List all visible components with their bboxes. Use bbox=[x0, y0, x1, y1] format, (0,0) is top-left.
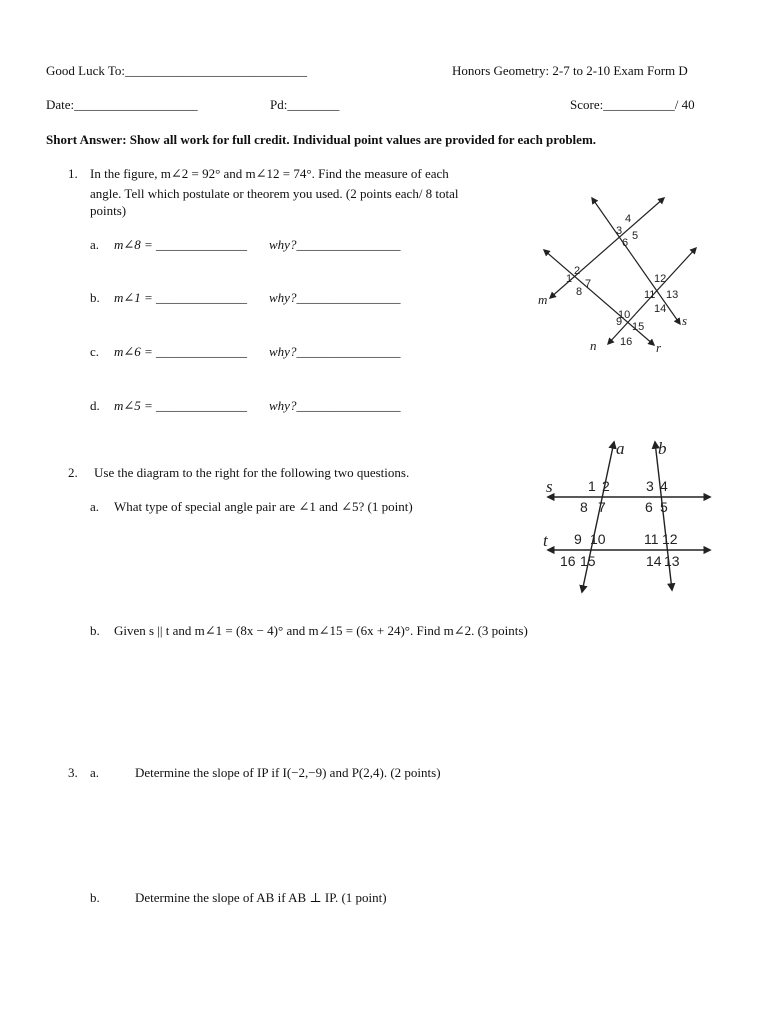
angle-label: 3 bbox=[646, 478, 654, 494]
q1b-letter: b. bbox=[90, 290, 100, 305]
line-s bbox=[592, 198, 680, 324]
date-field[interactable]: Date:___________________ bbox=[46, 97, 198, 112]
q3b-text: Determine the slope of AB if AB ⊥ IP. (1 point) bbox=[135, 890, 387, 905]
angle-label: 14 bbox=[654, 303, 667, 315]
angle-label: 14 bbox=[646, 553, 662, 569]
q1-figure bbox=[530, 190, 720, 360]
angle-label: 6 bbox=[622, 237, 629, 249]
angle-label: 9 bbox=[616, 316, 623, 328]
angle-label: 5 bbox=[660, 499, 668, 515]
angle-label: 4 bbox=[625, 213, 632, 225]
angle-label: 1 bbox=[588, 478, 596, 494]
angle-label: 5 bbox=[632, 230, 639, 242]
angle-label: 12 bbox=[662, 531, 678, 547]
angle-label: 3 bbox=[616, 225, 623, 237]
score-field[interactable]: Score:___________/ 40 bbox=[570, 97, 695, 112]
q1c-answer[interactable]: m∠6 = ______________ bbox=[114, 344, 248, 359]
angle-label: 2 bbox=[602, 478, 610, 494]
angle-label: 1 bbox=[566, 273, 573, 285]
angle-label: 15 bbox=[632, 321, 645, 333]
angle-label: 2 bbox=[574, 265, 581, 277]
q1c-why[interactable]: why?________________ bbox=[269, 344, 401, 359]
q1-text-line1: In the figure, m∠2 = 92° and m∠12 = 74°. Find the measure of each bbox=[90, 166, 449, 181]
line-a bbox=[582, 442, 614, 592]
q1-text-line2: angle. Tell which postulate or theorem you used. (2 points each/ 8 total bbox=[90, 186, 459, 201]
q1c-letter: c. bbox=[90, 344, 100, 359]
instructions: Short Answer: Show all work for full credit. Individual point values are provided for each problem. bbox=[46, 132, 597, 147]
angle-label: 16 bbox=[620, 336, 633, 348]
angle-label: 10 bbox=[618, 309, 631, 321]
line-label-s: s bbox=[546, 477, 553, 496]
line-label-a: a bbox=[616, 439, 625, 458]
q2-intro: Use the diagram to the right for the following two questions. bbox=[94, 465, 410, 480]
student-name-field[interactable]: Good Luck To:____________________________ bbox=[46, 63, 308, 78]
angle-label: 8 bbox=[576, 286, 583, 298]
line-label-s: s bbox=[682, 313, 688, 328]
angle-label: 4 bbox=[660, 478, 668, 494]
line-label-r: r bbox=[656, 340, 662, 355]
q2a-text: What type of special angle pair are ∠1 and ∠5? (1 point) bbox=[114, 499, 413, 514]
angle-label: 12 bbox=[654, 273, 667, 285]
q1b-why[interactable]: why?________________ bbox=[269, 290, 401, 305]
angle-label: 15 bbox=[580, 553, 596, 569]
angle-label: 16 bbox=[560, 553, 576, 569]
q1a-why[interactable]: why?________________ bbox=[269, 237, 401, 252]
angle-label: 10 bbox=[590, 531, 606, 547]
q1a-letter: a. bbox=[90, 237, 100, 252]
q3b-letter: b. bbox=[90, 890, 100, 905]
q1d-answer[interactable]: m∠5 = ______________ bbox=[114, 398, 248, 413]
line-label-n: n bbox=[590, 338, 597, 353]
q2-number: 2. bbox=[68, 465, 78, 480]
angle-label: 9 bbox=[574, 531, 582, 547]
q1b-answer[interactable]: m∠1 = ______________ bbox=[114, 290, 248, 305]
line-label-b: b bbox=[658, 439, 667, 458]
angle-label: 11 bbox=[644, 289, 656, 301]
q2b-text: Given s || t and m∠1 = (8x − 4)° and m∠15 = (6x + 24)°. Find m∠2. (3 points) bbox=[114, 623, 528, 638]
q1a-answer[interactable]: m∠8 = ______________ bbox=[114, 237, 248, 252]
angle-label: 13 bbox=[666, 289, 679, 301]
q2a-letter: a. bbox=[90, 499, 100, 514]
angle-label: 11 bbox=[644, 531, 659, 547]
q2b-letter: b. bbox=[90, 623, 100, 638]
q1-text-line3: points) bbox=[90, 203, 127, 218]
q1-number: 1. bbox=[68, 166, 78, 181]
exam-title: Honors Geometry: 2-7 to 2-10 Exam Form D bbox=[452, 63, 688, 78]
q3a-text: Determine the slope of IP if I(−2,−9) and P(2,4). (2 points) bbox=[135, 765, 441, 780]
angle-label: 6 bbox=[645, 499, 653, 515]
angle-label: 8 bbox=[580, 499, 588, 515]
q3-number: 3. bbox=[68, 765, 78, 780]
angle-label: 7 bbox=[598, 499, 606, 515]
line-label-t: t bbox=[543, 531, 548, 550]
q2-figure bbox=[538, 430, 718, 595]
q1d-why[interactable]: why?________________ bbox=[269, 398, 401, 413]
q3a-letter: a. bbox=[90, 765, 100, 780]
line-label-m: m bbox=[538, 292, 548, 307]
angle-label: 7 bbox=[585, 278, 592, 290]
q1d-letter: d. bbox=[90, 398, 100, 413]
period-field[interactable]: Pd:________ bbox=[270, 97, 340, 112]
angle-label: 13 bbox=[664, 553, 680, 569]
